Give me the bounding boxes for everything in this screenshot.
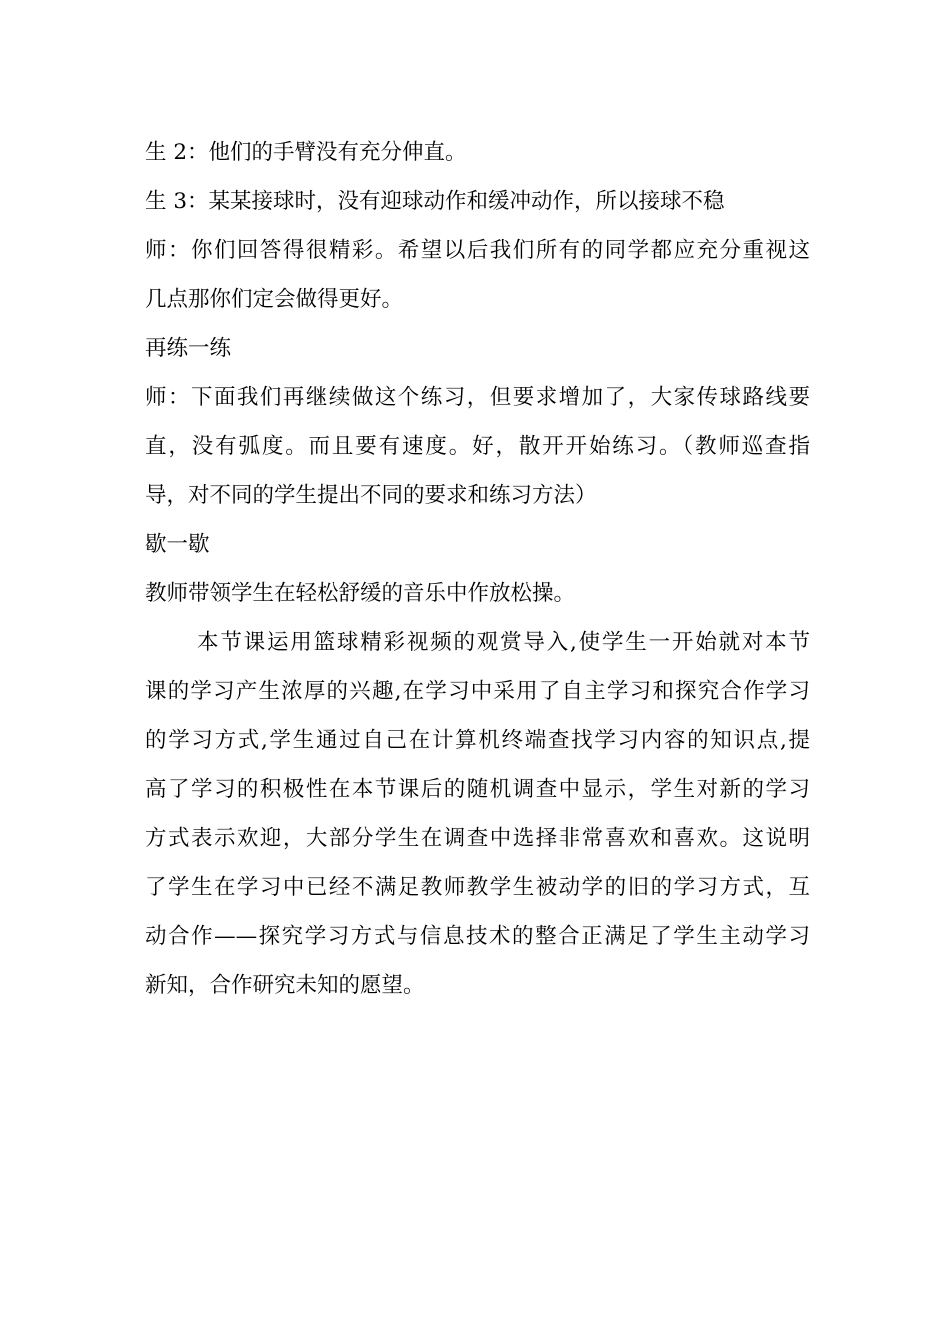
summary-paragraph-line-8: 新知，合作研究未知的愿望。 <box>145 973 425 998</box>
dialogue-line-teacher-2-cont-2: 导，对不同的学生提出不同的要求和练习方法） <box>145 483 597 508</box>
dialogue-line-teacher-2: 师：下面我们再继续做这个练习，但要求增加了，大家传球路线要 <box>145 385 810 410</box>
section-heading-rest: 歇一歇 <box>145 532 210 557</box>
rest-description: 教师带领学生在轻松舒缓的音乐中作放松操。 <box>145 581 576 606</box>
summary-paragraph-line-3: 的学习方式,学生通过自己在计算机终端查找学习内容的知识点,提 <box>145 728 810 753</box>
dialogue-line-teacher-1-cont: 几点那你们定会做得更好。 <box>145 287 404 312</box>
document-body <box>145 128 810 1010</box>
summary-paragraph-line-6: 了学生在学习中已经不满足教师教学生被动学的旧的学习方式，互 <box>145 875 810 900</box>
dialogue-line-student-2: 生 2：他们的手臂没有充分伸直。 <box>145 140 467 165</box>
summary-paragraph-line-5: 方式表示欢迎，大部分学生在调查中选择非常喜欢和喜欢。这说明 <box>145 826 810 851</box>
dialogue-line-teacher-1: 师：你们回答得很精彩。希望以后我们所有的同学都应充分重视这 <box>145 238 810 263</box>
section-heading-practice-again: 再练一练 <box>145 336 232 361</box>
summary-paragraph-line-1: 本节课运用篮球精彩视频的观赏导入,使学生一开始就对本节 <box>197 630 810 655</box>
dialogue-line-teacher-2-cont-1: 直，没有弧度。而且要有速度。好，散开开始练习。（教师巡查指 <box>145 434 810 459</box>
summary-paragraph-line-2: 课的学习产生浓厚的兴趣,在学习中采用了自主学习和探究合作学习 <box>145 679 810 704</box>
dialogue-line-student-3: 生 3：某某接球时，没有迎球动作和缓冲动作，所以接球不稳 <box>145 189 725 214</box>
summary-paragraph-line-7: 动合作——探究学习方式与信息技术的整合正满足了学生主动学习 <box>145 924 810 949</box>
summary-paragraph-line-4: 高了学习的积极性在本节课后的随机调查中显示，学生对新的学习 <box>145 777 810 802</box>
